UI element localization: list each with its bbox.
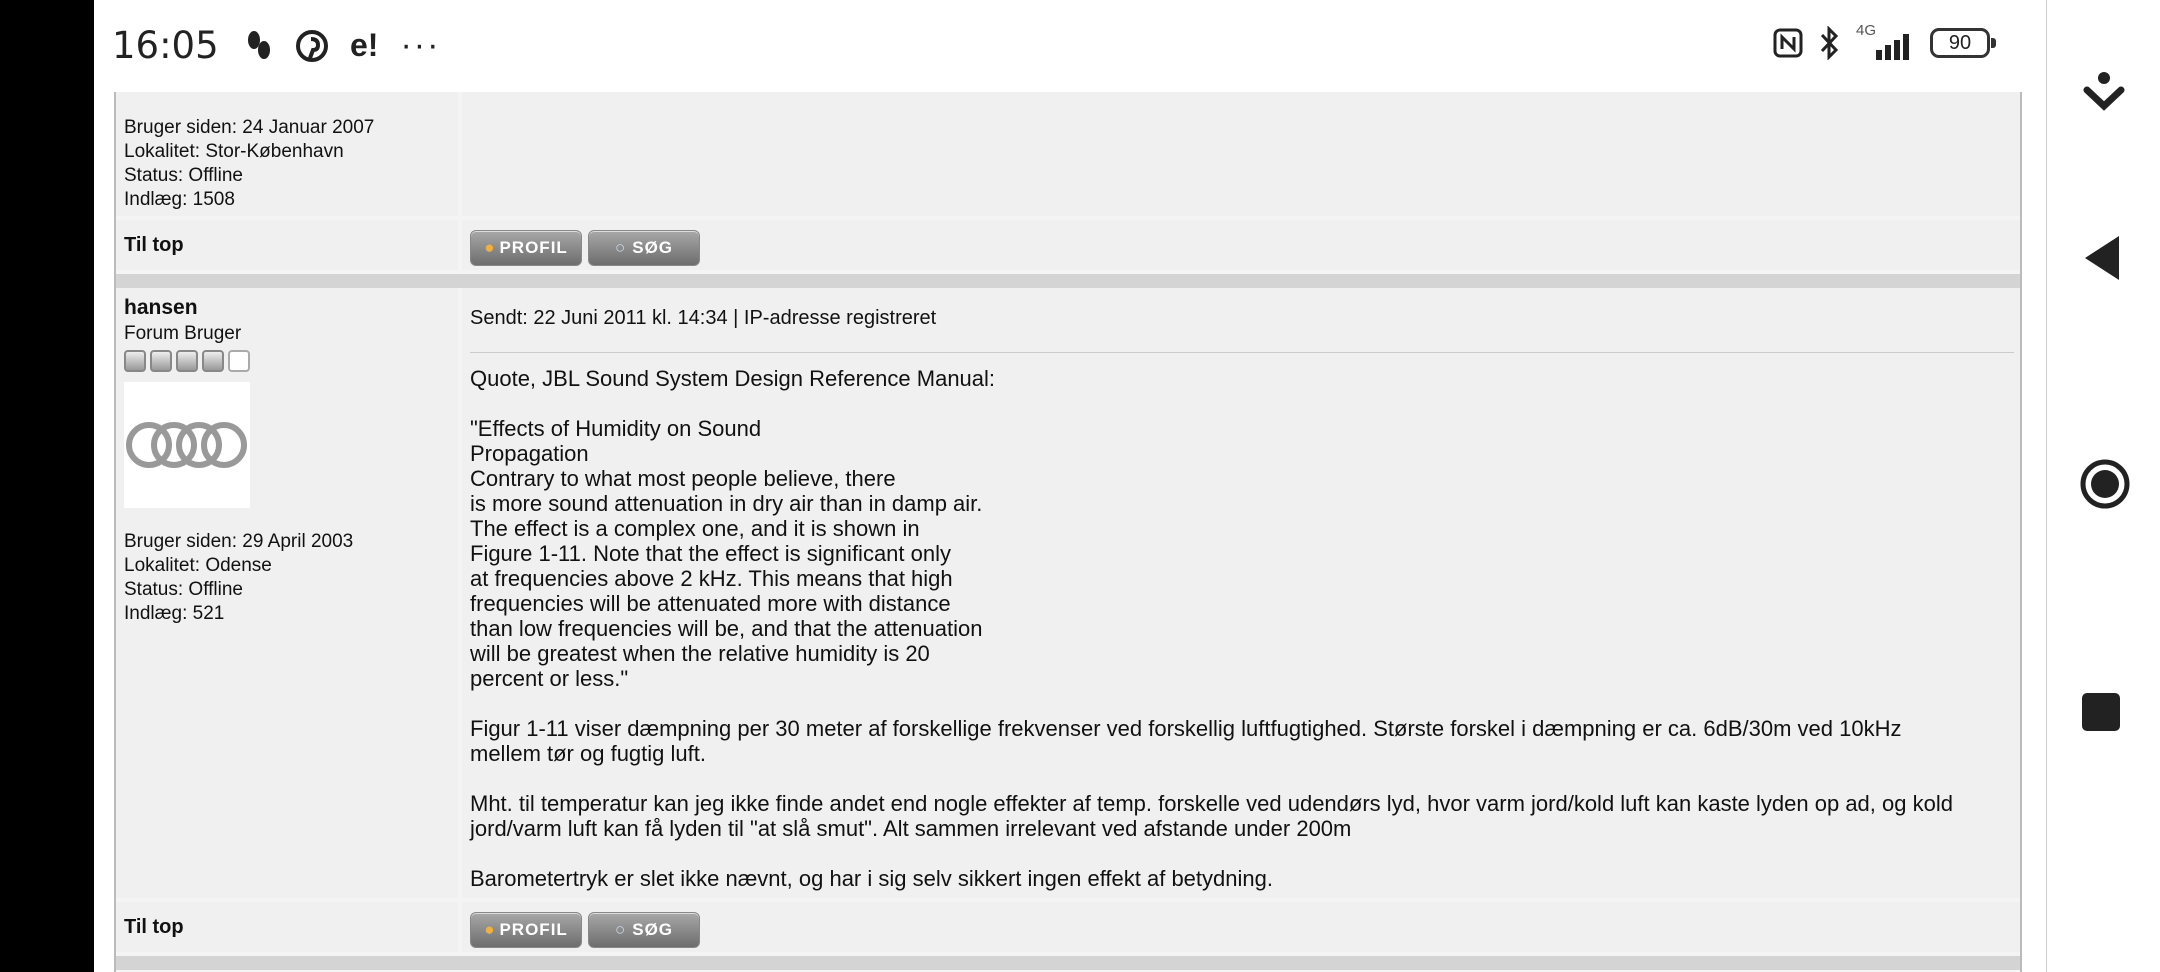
home-icon[interactable] xyxy=(2079,458,2131,510)
post-count: Indlæg: 521 xyxy=(124,603,225,624)
post-body-text: Quote, JBL Sound System Design Reference Manual: "Effects of Humidity on Sound Propagation Contrary to what most people believe, there is more sound attenuation in dry air than in damp air. The effect is a complex one, and it is shown in Figure 1-11. Note that the effect is significant only at frequencies above 2 kHz. This means that high frequencies will be attenuated more with distance than low frequencies will be, and that the attenuation will be greatest when the relative humidity is 20 percent or less." Figur 1-11 viser dæmpning per 30 meter af forskellige frekvenser ved forskellig luftfugtighed. Største forskel i dæmpning er ca. 6dB/30m ved 10kHz mellem tør og fugtig luft. Mht. til temperatur kan jeg ikke finde andet end nogle effekter af temp. forskelle ved udendørs lyd, hvor varm jord/kold luft kan kaste lyden op ad, og kold jord/varm luft kan få lyden til "at slå smut". Alt sammen irrelevant ved afstande under 200m Barometertryk er slet ikke nævnt, og har i sig selv sikkert ingen effekt af betydning. xyxy=(470,366,1953,891)
signal-icon xyxy=(1856,22,1916,60)
user-icon: ● xyxy=(484,920,496,939)
profile-button[interactable]: ● PROFIL xyxy=(470,230,582,266)
post-separator xyxy=(116,956,2020,970)
search-button[interactable]: ○ SØG xyxy=(588,912,700,948)
post-count: Indlæg: 1508 xyxy=(124,189,235,210)
username[interactable]: hansen xyxy=(124,296,198,319)
post2-author-panel xyxy=(116,288,458,898)
magnifier-icon: ○ xyxy=(614,238,627,257)
search-button[interactable]: ○ SØG xyxy=(588,230,700,266)
rank-star-icon xyxy=(176,350,198,372)
footprints-icon xyxy=(244,30,274,62)
bluetooth-icon xyxy=(1818,26,1842,60)
network-type: 4G xyxy=(1856,22,1877,39)
status-bar xyxy=(94,0,2046,92)
browser-page xyxy=(94,0,2046,972)
rank-star-empty-icon xyxy=(228,350,250,372)
notification-icons xyxy=(244,26,440,65)
post1-body xyxy=(462,92,2020,216)
download-arrow-icon[interactable] xyxy=(2079,70,2129,114)
back-icon[interactable] xyxy=(2079,232,2129,284)
rank-star-icon xyxy=(202,350,224,372)
recents-icon[interactable] xyxy=(2079,690,2123,734)
post-header: Sendt: 22 Juni 2011 kl. 14:34 | IP-adresse registreret xyxy=(470,307,937,329)
to-top-link[interactable]: Til top xyxy=(124,916,184,938)
magnifier-icon: ○ xyxy=(614,920,627,939)
location: Lokalitet: Stor-København xyxy=(124,141,344,162)
user-icon: ● xyxy=(484,238,496,257)
rank-star-icon xyxy=(124,350,146,372)
system-icons xyxy=(1772,22,1990,60)
post2-footer-left xyxy=(116,902,458,952)
rank-star-icon xyxy=(150,350,172,372)
to-top-link[interactable]: Til top xyxy=(124,234,184,256)
pinterest-icon xyxy=(296,30,328,62)
avatar xyxy=(124,382,250,508)
post-divider xyxy=(470,352,2014,353)
forum-thread xyxy=(114,92,2022,972)
post1-author-panel xyxy=(116,92,458,216)
user-role: Forum Bruger xyxy=(124,323,242,344)
battery-indicator: 90 xyxy=(1930,28,1990,58)
post-separator xyxy=(116,274,2020,288)
more-icon: ··· xyxy=(400,26,441,64)
member-since: Bruger siden: 29 April 2003 xyxy=(124,531,354,552)
location: Lokalitet: Odense xyxy=(124,555,272,576)
rank-stars xyxy=(124,350,250,372)
e-exclaim-icon: e! xyxy=(350,27,379,63)
status: Status: Offline xyxy=(124,165,243,186)
status: Status: Offline xyxy=(124,579,243,600)
nfc-icon xyxy=(1772,27,1804,59)
clock: 16:05 xyxy=(112,24,219,67)
post1-footer-left xyxy=(116,220,458,270)
profile-button[interactable]: ● PROFIL xyxy=(470,912,582,948)
member-since: Bruger siden: 24 Januar 2007 xyxy=(124,117,375,138)
android-nav-bar xyxy=(2046,0,2160,972)
